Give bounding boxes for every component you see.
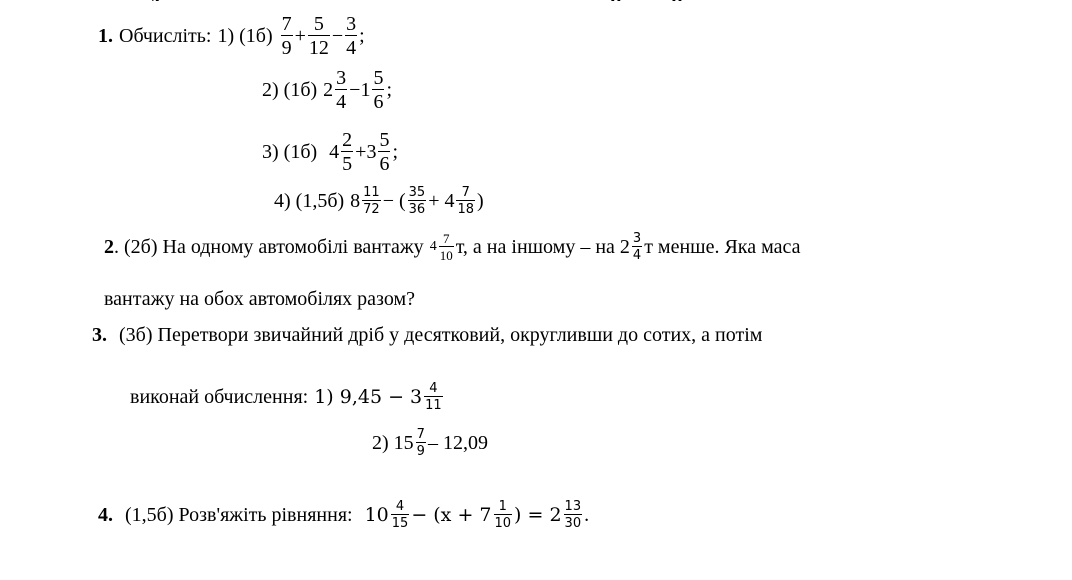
operator: ) = 2	[514, 504, 562, 526]
fraction: $\frac{3}{4}$	[336, 67, 347, 113]
task1-number: 1.	[98, 24, 113, 47]
task2-text: т, а на іншому – на 2	[455, 235, 630, 258]
operator: + 4	[428, 189, 455, 212]
operator: −	[331, 24, 344, 47]
whole-number: 10	[364, 504, 389, 526]
fraction: $\frac{5}{6}$	[373, 67, 384, 113]
whole-number: 1	[360, 78, 371, 101]
task1-line2	[262, 68, 392, 112]
task3-line2	[130, 382, 445, 412]
task1-line3	[262, 130, 398, 174]
fraction: $\frac{3}{4}$	[632, 231, 642, 263]
whole-number: 4	[429, 239, 437, 254]
whole-number: 8	[350, 189, 361, 212]
punctuation: ;	[386, 78, 392, 101]
task2-number: 2	[104, 235, 114, 258]
task1-line1	[98, 14, 365, 58]
cut-off-heading	[150, 0, 682, 1]
fraction: $\frac{2}{5}$	[342, 129, 353, 175]
whole-number: 2	[323, 78, 334, 101]
task1-sub2-label: 2) (1б)	[262, 78, 318, 101]
task1-sub4-label: 4) (1,5б)	[274, 189, 345, 212]
fraction: $\frac{7}{10}$	[439, 231, 453, 263]
punctuation: ;	[359, 24, 365, 47]
fraction: $\frac{5}{6}$	[379, 129, 390, 175]
whole-number: 4	[329, 140, 340, 163]
fraction: $\frac{5}{12}$	[308, 13, 329, 59]
fraction: $\frac{3}{4}$	[346, 13, 357, 59]
fraction: $\frac{7}{9}$	[416, 427, 425, 459]
whole-number: 3	[366, 140, 377, 163]
punctuation: .	[584, 503, 590, 526]
fraction: $\frac{7}{9}$	[281, 13, 292, 59]
punctuation: )	[477, 189, 484, 212]
task3-sub1-label: 1) 9,45 − 3	[314, 386, 423, 408]
task1-sub3-label: 3) (1б)	[262, 140, 318, 163]
punctuation: ;	[392, 140, 398, 163]
operator: +	[294, 24, 306, 47]
task1-line4	[274, 186, 484, 216]
task1-label: Обчисліть:	[119, 24, 212, 47]
fraction: $\frac{7}{18}$	[457, 185, 475, 217]
fraction: $\frac{4}{15}$	[391, 499, 409, 531]
operator: +	[355, 140, 367, 163]
task2-text: т менше. Яка маса	[644, 235, 801, 258]
cut-fragment	[671, 0, 682, 1]
cut-fragment	[610, 0, 621, 1]
task3-line3	[372, 428, 488, 458]
task4-text: (1,5б) Розв'яжіть рівняння:	[125, 503, 353, 526]
task2-line2	[104, 288, 415, 311]
task3-line1	[92, 324, 762, 347]
fraction: $\frac{35}{36}$	[408, 185, 426, 217]
task1-sub1-label: 1) (1б)	[217, 24, 273, 47]
task2-text: вантажу на обох автомобілях разом?	[104, 288, 415, 310]
task2-line1	[104, 232, 800, 262]
fraction: $\frac{4}{11}$	[425, 381, 442, 413]
task3-text: – 12,09	[427, 431, 488, 454]
task3-text: (3б) Перетвори звичайний дріб у десятковий, округливши до сотих, а потім	[119, 324, 763, 346]
operator: − (	[382, 189, 406, 212]
cut-fragment	[150, 0, 160, 1]
operator: −	[349, 78, 361, 101]
fraction: $\frac{11}{72}$	[363, 185, 380, 217]
task2-text: . (2б) На одному автомобілі вантажу	[114, 235, 424, 258]
task3-sub2-label: 2) 15	[372, 431, 414, 454]
task4-number: 4.	[98, 503, 113, 526]
task3-text: виконай обчислення:	[130, 385, 309, 408]
fraction: $\frac{1}{10}$	[494, 499, 512, 531]
operator: − (x + 7	[411, 504, 492, 526]
fraction: $\frac{13}{30}$	[564, 499, 582, 531]
task3-number: 3.	[92, 324, 107, 346]
task4-line	[98, 500, 589, 530]
